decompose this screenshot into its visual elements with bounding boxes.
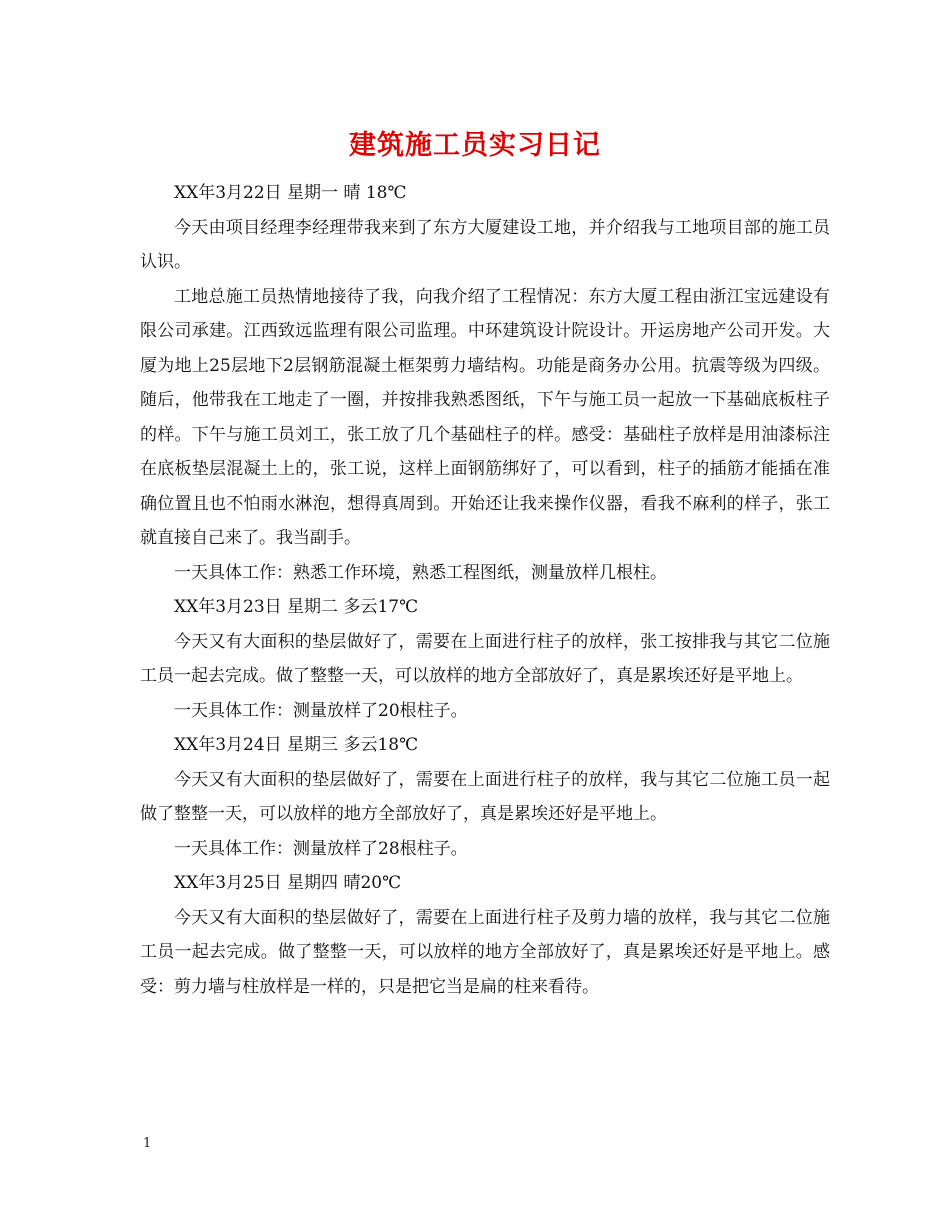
- paragraph: 今天又有大面积的垫层做好了，需要在上面进行柱子的放样，张工按排我与其它二位施工员一起去完成。做了整整一天，可以放样的地方全部放好了，真是累埃还好是平地上。: [140, 631, 830, 686]
- diary-date-line: XX年3月23日 星期二 多云17℃: [174, 597, 419, 617]
- paragraph: 今天又有大面积的垫层做好了，需要在上面进行柱子的放样，我与其它二位施工员一起做了整整一天，可以放样的地方全部放好了，真是累埃还好是平地上。: [140, 769, 830, 824]
- paragraph: 今天由项目经理李经理带我来到了东方大厦建设工地，并介绍我与工地项目部的施工员认识。: [140, 217, 830, 272]
- diary-date-line: XX年3月25日 星期四 晴20℃: [174, 873, 402, 893]
- work-summary: 一天具体工作：测量放样了20根柱子。: [174, 700, 468, 721]
- work-summary: 一天具体工作：测量放样了28根柱子。: [174, 838, 468, 859]
- diary-date-line: XX年3月22日 星期一 晴 18℃: [174, 183, 407, 203]
- work-summary: 一天具体工作：熟悉工作环境，熟悉工程图纸，测量放样几根柱。: [174, 562, 667, 583]
- document-body: [140, 176, 830, 1004]
- paragraph: 工地总施工员热情地接待了我，向我介绍了工程情况：东方大厦工程由浙江宝远建设有限公司承建。江西致远监理有限公司监理。中环建筑设计院设计。开运房地产公司开发。大厦为地上25层地下2层钢筋混凝土框架剪力墙结构。功能是商务办公用。抗震等级为四级。随后，他带我在工地走了一圈，并按排我熟悉图纸，下午与施工员一起放一下基础底板柱子的样。下午与施工员刘工，张工放了几个基础柱子的样。感受：基础柱子放样是用油漆标注在底板垫层混凝土上的，张工说，这样上面钢筋绑好了，可以看到，柱子的插筋才能插在准确位置且也不怕雨水淋泡，想得真周到。开始还让我来操作仪器，看我不麻利的样子，张工就直接自己来了。我当副手。: [140, 286, 830, 548]
- page-number: 1: [143, 1136, 152, 1151]
- paragraph: 今天又有大面积的垫层做好了，需要在上面进行柱子及剪力墙的放样，我与其它二位施工员一起去完成。做了整整一天，可以放样的地方全部放好了，真是累埃还好是平地上。感受：剪力墙与柱放样是一样的，只是把它当是扁的柱来看待。: [140, 907, 830, 997]
- diary-date-line: XX年3月24日 星期三 多云18℃: [174, 735, 419, 755]
- page-title: 建筑施工员实习日记: [349, 130, 601, 161]
